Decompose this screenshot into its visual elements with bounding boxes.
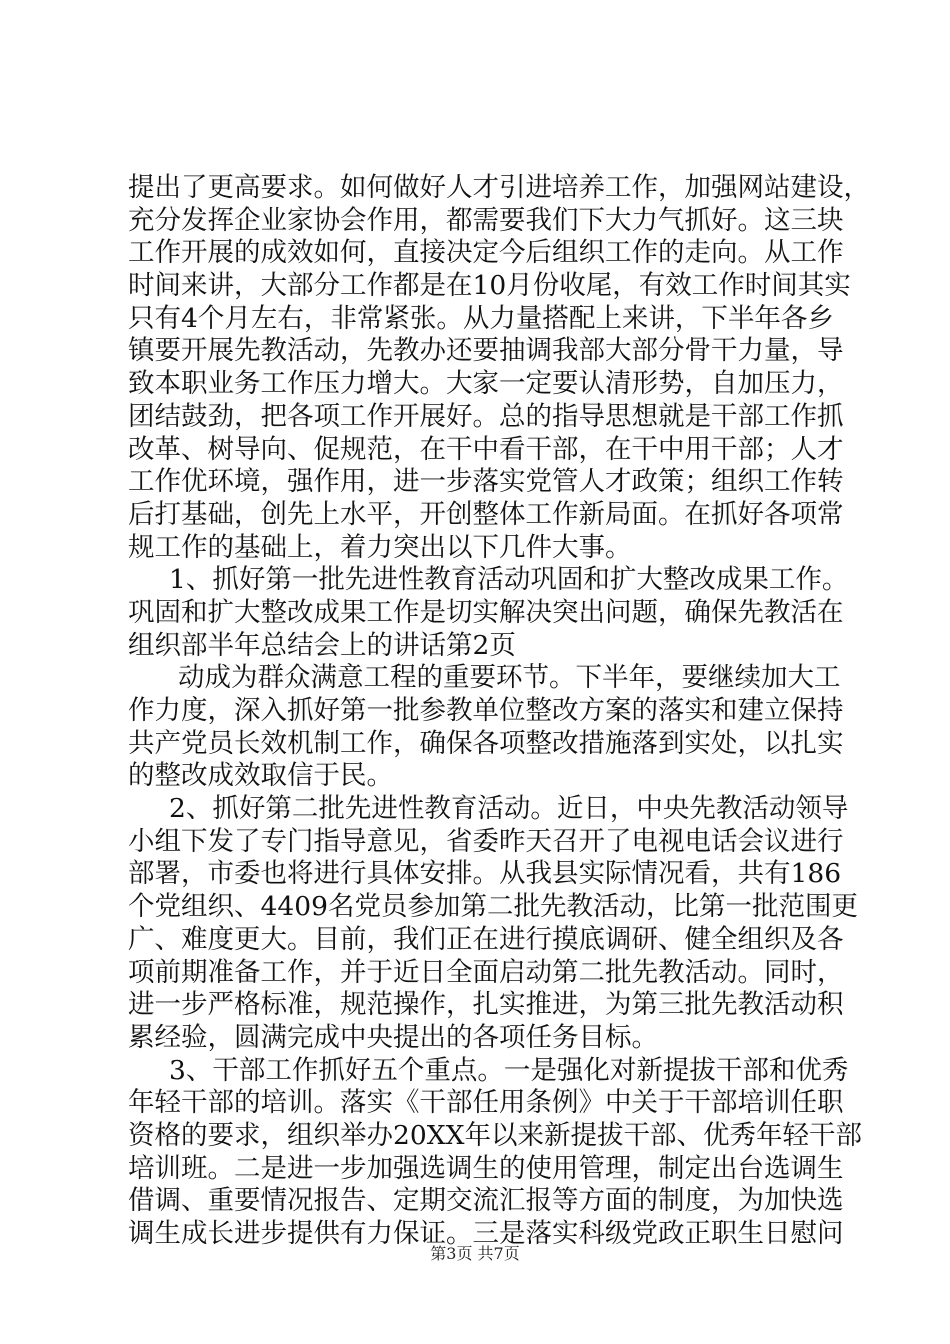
text-line: 充分发挥企业家协会作用，都需要我们下大力气抓好。这三块 <box>128 204 844 236</box>
text-line: 共产党员长效机制工作，确保各项整改措施落到实处，以扎实 <box>128 727 844 759</box>
text-line: 资格的要求，组织举办20XX年以来新提拔干部、优秀年轻干部 <box>128 1119 862 1151</box>
text-line: 的整改成效取信于民。 <box>128 760 393 792</box>
text-line: 团结鼓劲，把各项工作开展好。总的指导思想就是干部工作抓 <box>128 400 844 432</box>
text-line: 累经验，圆满完成中央提出的各项任务目标。 <box>128 1021 658 1053</box>
text-line: 巩固和扩大整改成果工作是切实解决突出问题，确保先教活在 <box>128 596 844 628</box>
text-line: 后打基础，创先上水平，开创整体工作新局面。在抓好各项常 <box>128 498 844 530</box>
text-line: 时间来讲，大部分工作都是在10月份收尾，有效工作时间其实 <box>128 270 851 302</box>
text-line: 镇要开展先教活动，先教办还要抽调我部大部分骨干力量，导 <box>128 335 844 367</box>
text-line: 年轻干部的培训。落实《干部任用条例》中关于干部培训任职 <box>128 1087 844 1119</box>
text-line: 规工作的基础上，着力突出以下几件大事。 <box>128 531 632 563</box>
text-line: 工作优环境，强作用，进一步落实党管人才政策；组织工作转 <box>128 466 844 498</box>
text-line: 广、难度更大。目前，我们正在进行摸底调研、健全组织及各 <box>128 923 844 955</box>
text-line: 作力度，深入抓好第一批参教单位整改方案的落实和建立保持 <box>128 695 844 726</box>
document-body <box>128 172 870 1251</box>
text-line: 培训班。二是进一步加强选调生的使用管理，制定出台选调生 <box>128 1152 844 1184</box>
paragraph-first-line: 动成为群众满意工程的重要环节。下半年，要继续加大工 <box>178 662 841 694</box>
paragraph-first-line: 2、抓好第二批先进性教育活动。近日，中央先教活动领导 <box>169 793 849 825</box>
text-line: 项前期准备工作，并于近日全面启动第二批先教活动。同时， <box>128 956 844 988</box>
text-line: 小组下发了专门指导意见，省委昨天召开了电视电话会议进行 <box>128 825 844 857</box>
text-line: 调生成长进步提供有力保证。三是落实科级党政正职生日慰问 <box>128 1218 844 1249</box>
text-line: 工作开展的成效如何，直接决定今后组织工作的走向。从工作 <box>128 237 844 269</box>
paragraph-first-line: 3、干部工作抓好五个重点。一是强化对新提拔干部和优秀 <box>169 1054 849 1086</box>
text-line: 只有4个月左右，非常紧张。从力量搭配上来讲，下半年各乡 <box>128 302 834 334</box>
page-number-footer: 第3页 共7页 <box>430 1244 520 1263</box>
paragraph-first-line: 1、抓好第一批先进性教育活动巩固和扩大整改成果工作。 <box>169 564 849 596</box>
text-line: 个党组织、4409名党员参加第二批先教活动，比第一批范围更 <box>128 891 858 923</box>
section-title-line: 组织部半年总结会上的讲话第2页 <box>128 629 516 661</box>
text-line: 致本职业务工作压力增大。大家一定要认清形势，自加压力， <box>128 368 844 400</box>
text-line: 进一步严格标准，规范操作，扎实推进，为第三批先教活动积 <box>128 989 844 1021</box>
text-line: 改革、树导向、促规范，在干中看干部，在干中用干部；人才 <box>128 433 844 465</box>
text-line: 借调、重要情况报告、定期交流汇报等方面的制度，为加快选 <box>128 1185 844 1217</box>
text-line: 提出了更高要求。如何做好人才引进培养工作，加强网站建设， <box>128 172 870 203</box>
text-line: 部署，市委也将进行具体安排。从我县实际情况看，共有186 <box>128 858 842 890</box>
